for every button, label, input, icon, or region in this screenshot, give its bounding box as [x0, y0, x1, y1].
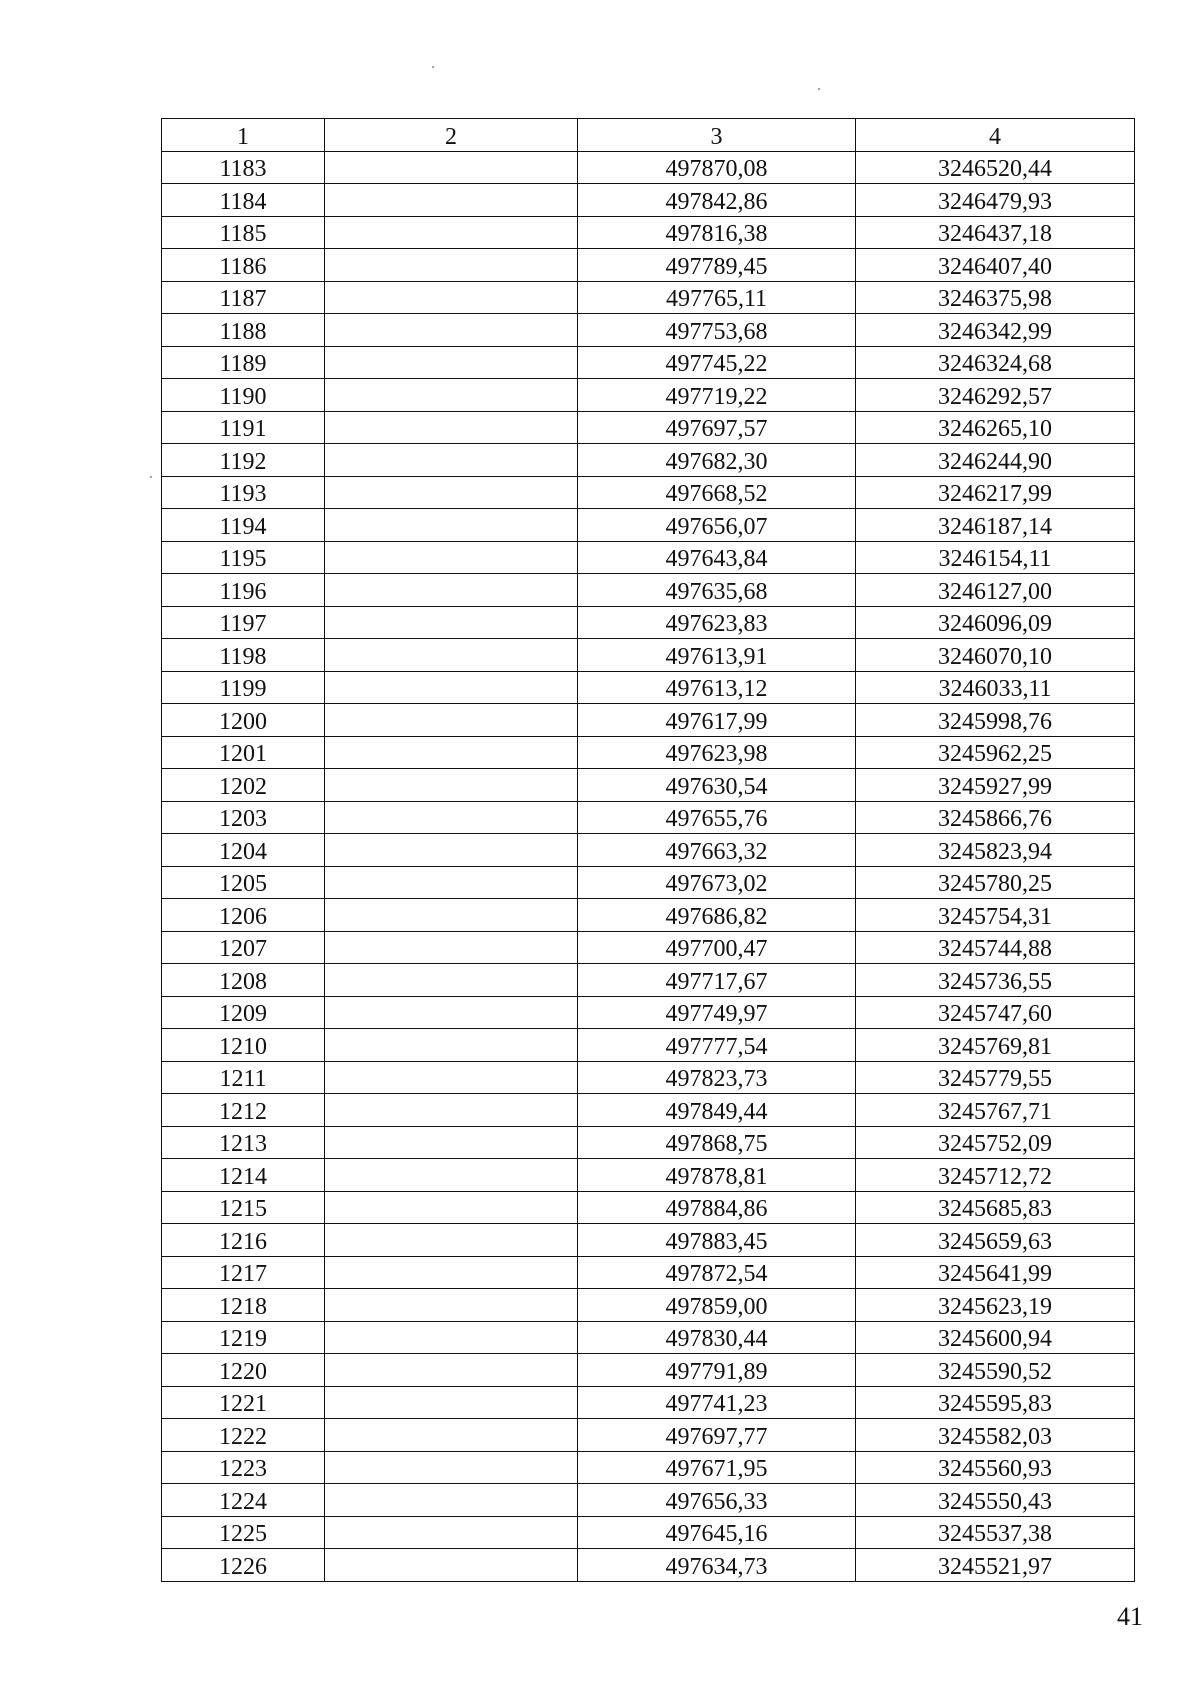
x-coordinate-cell: 497671,95 [578, 1451, 856, 1484]
table-row [162, 411, 1135, 444]
y-coordinate-cell: 3245747,60 [856, 996, 1135, 1029]
point-number-cell: 1205 [162, 866, 325, 899]
y-coordinate-cell: 3246324,68 [856, 346, 1135, 379]
x-coordinate-cell: 497765,11 [578, 281, 856, 314]
y-coordinate-cell: 3246033,11 [856, 671, 1135, 704]
point-number-cell: 1209 [162, 996, 325, 1029]
point-number-cell: 1191 [162, 411, 325, 444]
y-coordinate-cell: 3245769,81 [856, 1029, 1135, 1062]
point-number-cell: 1202 [162, 769, 325, 802]
empty-cell [325, 314, 578, 347]
x-coordinate-cell: 497878,81 [578, 1159, 856, 1192]
x-coordinate-cell: 497823,73 [578, 1061, 856, 1094]
table-row [162, 1094, 1135, 1127]
empty-cell [325, 346, 578, 379]
empty-cell [325, 151, 578, 184]
y-coordinate-cell: 3245998,76 [856, 704, 1135, 737]
y-coordinate-cell: 3245550,43 [856, 1484, 1135, 1517]
table-row [162, 379, 1135, 412]
table-row [162, 541, 1135, 574]
empty-cell [325, 1419, 578, 1452]
x-coordinate-cell: 497656,33 [578, 1484, 856, 1517]
y-coordinate-cell: 3245521,97 [856, 1549, 1135, 1582]
empty-cell [325, 1289, 578, 1322]
empty-cell [325, 996, 578, 1029]
y-coordinate-cell: 3245595,83 [856, 1386, 1135, 1419]
table-row [162, 899, 1135, 932]
y-coordinate-cell: 3246342,99 [856, 314, 1135, 347]
point-number-cell: 1224 [162, 1484, 325, 1517]
x-coordinate-cell: 497816,38 [578, 216, 856, 249]
scan-speck [150, 476, 152, 478]
point-number-cell: 1192 [162, 444, 325, 477]
x-coordinate-cell: 497634,73 [578, 1549, 856, 1582]
header-cell-2: 2 [325, 119, 578, 152]
y-coordinate-cell: 3245537,38 [856, 1516, 1135, 1549]
point-number-cell: 1214 [162, 1159, 325, 1192]
y-coordinate-cell: 3245754,31 [856, 899, 1135, 932]
y-coordinate-cell: 3246407,40 [856, 249, 1135, 282]
empty-cell [325, 736, 578, 769]
point-number-cell: 1193 [162, 476, 325, 509]
table-row [162, 1354, 1135, 1387]
y-coordinate-cell: 3246244,90 [856, 444, 1135, 477]
empty-cell [325, 541, 578, 574]
table-row [162, 346, 1135, 379]
y-coordinate-cell: 3245582,03 [856, 1419, 1135, 1452]
x-coordinate-cell: 497749,97 [578, 996, 856, 1029]
empty-cell [325, 1484, 578, 1517]
point-number-cell: 1199 [162, 671, 325, 704]
x-coordinate-cell: 497635,68 [578, 574, 856, 607]
point-number-cell: 1183 [162, 151, 325, 184]
table-row [162, 1516, 1135, 1549]
empty-cell [325, 1094, 578, 1127]
point-number-cell: 1218 [162, 1289, 325, 1322]
x-coordinate-cell: 497872,54 [578, 1256, 856, 1289]
empty-cell [325, 1451, 578, 1484]
table-row [162, 1289, 1135, 1322]
empty-cell [325, 704, 578, 737]
table-row [162, 476, 1135, 509]
x-coordinate-cell: 497791,89 [578, 1354, 856, 1387]
empty-cell [325, 964, 578, 997]
empty-cell [325, 411, 578, 444]
y-coordinate-cell: 3246292,57 [856, 379, 1135, 412]
empty-cell [325, 1256, 578, 1289]
x-coordinate-cell: 497745,22 [578, 346, 856, 379]
empty-cell [325, 476, 578, 509]
point-number-cell: 1194 [162, 509, 325, 542]
x-coordinate-cell: 497630,54 [578, 769, 856, 802]
x-coordinate-cell: 497870,08 [578, 151, 856, 184]
x-coordinate-cell: 497753,68 [578, 314, 856, 347]
table-row [162, 931, 1135, 964]
table-row [162, 1126, 1135, 1159]
point-number-cell: 1210 [162, 1029, 325, 1062]
x-coordinate-cell: 497868,75 [578, 1126, 856, 1159]
y-coordinate-cell: 3245560,93 [856, 1451, 1135, 1484]
table-row [162, 509, 1135, 542]
table-row [162, 444, 1135, 477]
table-row [162, 184, 1135, 217]
empty-cell [325, 671, 578, 704]
point-number-cell: 1187 [162, 281, 325, 314]
empty-cell [325, 1321, 578, 1354]
point-number-cell: 1189 [162, 346, 325, 379]
y-coordinate-cell: 3246127,00 [856, 574, 1135, 607]
x-coordinate-cell: 497849,44 [578, 1094, 856, 1127]
x-coordinate-cell: 497645,16 [578, 1516, 856, 1549]
point-number-cell: 1211 [162, 1061, 325, 1094]
empty-cell [325, 216, 578, 249]
empty-cell [325, 379, 578, 412]
y-coordinate-cell: 3246187,14 [856, 509, 1135, 542]
point-number-cell: 1200 [162, 704, 325, 737]
x-coordinate-cell: 497717,67 [578, 964, 856, 997]
x-coordinate-cell: 497623,98 [578, 736, 856, 769]
table-row [162, 834, 1135, 867]
header-cell-3: 3 [578, 119, 856, 152]
coordinates-table [161, 118, 1135, 1582]
point-number-cell: 1223 [162, 1451, 325, 1484]
table-row [162, 1386, 1135, 1419]
x-coordinate-cell: 497700,47 [578, 931, 856, 964]
empty-cell [325, 1126, 578, 1159]
point-number-cell: 1213 [162, 1126, 325, 1159]
table-row [162, 151, 1135, 184]
x-coordinate-cell: 497830,44 [578, 1321, 856, 1354]
y-coordinate-cell: 3246070,10 [856, 639, 1135, 672]
point-number-cell: 1220 [162, 1354, 325, 1387]
y-coordinate-cell: 3245752,09 [856, 1126, 1135, 1159]
point-number-cell: 1197 [162, 606, 325, 639]
y-coordinate-cell: 3246217,99 [856, 476, 1135, 509]
x-coordinate-cell: 497842,86 [578, 184, 856, 217]
empty-cell [325, 249, 578, 282]
x-coordinate-cell: 497663,32 [578, 834, 856, 867]
y-coordinate-cell: 3245823,94 [856, 834, 1135, 867]
x-coordinate-cell: 497623,83 [578, 606, 856, 639]
empty-cell [325, 639, 578, 672]
x-coordinate-cell: 497655,76 [578, 801, 856, 834]
empty-cell [325, 899, 578, 932]
y-coordinate-cell: 3246520,44 [856, 151, 1135, 184]
table-body [162, 151, 1135, 1581]
table-row [162, 866, 1135, 899]
page-number: 41 [1117, 1602, 1143, 1631]
scan-speck [818, 88, 820, 90]
table-row [162, 281, 1135, 314]
empty-cell [325, 769, 578, 802]
table-row [162, 1321, 1135, 1354]
y-coordinate-cell: 3245962,25 [856, 736, 1135, 769]
empty-cell [325, 1061, 578, 1094]
point-number-cell: 1215 [162, 1191, 325, 1224]
x-coordinate-cell: 497682,30 [578, 444, 856, 477]
y-coordinate-cell: 3245866,76 [856, 801, 1135, 834]
y-coordinate-cell: 3245685,83 [856, 1191, 1135, 1224]
x-coordinate-cell: 497884,86 [578, 1191, 856, 1224]
y-coordinate-cell: 3246437,18 [856, 216, 1135, 249]
empty-cell [325, 1224, 578, 1257]
table-row [162, 1419, 1135, 1452]
empty-cell [325, 606, 578, 639]
empty-cell [325, 444, 578, 477]
y-coordinate-cell: 3245779,55 [856, 1061, 1135, 1094]
point-number-cell: 1222 [162, 1419, 325, 1452]
y-coordinate-cell: 3245744,88 [856, 931, 1135, 964]
empty-cell [325, 866, 578, 899]
x-coordinate-cell: 497613,91 [578, 639, 856, 672]
x-coordinate-cell: 497789,45 [578, 249, 856, 282]
table-header-row [162, 119, 1135, 152]
x-coordinate-cell: 497668,52 [578, 476, 856, 509]
y-coordinate-cell: 3245659,63 [856, 1224, 1135, 1257]
empty-cell [325, 931, 578, 964]
point-number-cell: 1206 [162, 899, 325, 932]
table-row [162, 1484, 1135, 1517]
x-coordinate-cell: 497686,82 [578, 899, 856, 932]
y-coordinate-cell: 3245641,99 [856, 1256, 1135, 1289]
empty-cell [325, 801, 578, 834]
point-number-cell: 1201 [162, 736, 325, 769]
x-coordinate-cell: 497697,57 [578, 411, 856, 444]
x-coordinate-cell: 497777,54 [578, 1029, 856, 1062]
y-coordinate-cell: 3245600,94 [856, 1321, 1135, 1354]
table-row [162, 1191, 1135, 1224]
table-row [162, 769, 1135, 802]
table-row [162, 1549, 1135, 1582]
empty-cell [325, 834, 578, 867]
empty-cell [325, 1386, 578, 1419]
y-coordinate-cell: 3245767,71 [856, 1094, 1135, 1127]
x-coordinate-cell: 497719,22 [578, 379, 856, 412]
point-number-cell: 1208 [162, 964, 325, 997]
empty-cell [325, 509, 578, 542]
x-coordinate-cell: 497741,23 [578, 1386, 856, 1419]
table-row [162, 1061, 1135, 1094]
y-coordinate-cell: 3245590,52 [856, 1354, 1135, 1387]
point-number-cell: 1207 [162, 931, 325, 964]
point-number-cell: 1196 [162, 574, 325, 607]
header-cell-4: 4 [856, 119, 1135, 152]
x-coordinate-cell: 497613,12 [578, 671, 856, 704]
scan-speck [432, 66, 434, 68]
y-coordinate-cell: 3245927,99 [856, 769, 1135, 802]
point-number-cell: 1217 [162, 1256, 325, 1289]
empty-cell [325, 1516, 578, 1549]
table-row [162, 216, 1135, 249]
x-coordinate-cell: 497617,99 [578, 704, 856, 737]
point-number-cell: 1219 [162, 1321, 325, 1354]
point-number-cell: 1204 [162, 834, 325, 867]
table-row [162, 639, 1135, 672]
table-row [162, 1256, 1135, 1289]
x-coordinate-cell: 497859,00 [578, 1289, 856, 1322]
x-coordinate-cell: 497673,02 [578, 866, 856, 899]
table-row [162, 249, 1135, 282]
empty-cell [325, 281, 578, 314]
empty-cell [325, 574, 578, 607]
y-coordinate-cell: 3246375,98 [856, 281, 1135, 314]
point-number-cell: 1188 [162, 314, 325, 347]
header-cell-1: 1 [162, 119, 325, 152]
point-number-cell: 1203 [162, 801, 325, 834]
empty-cell [325, 1029, 578, 1062]
empty-cell [325, 1191, 578, 1224]
empty-cell [325, 1354, 578, 1387]
y-coordinate-cell: 3246265,10 [856, 411, 1135, 444]
table-row [162, 574, 1135, 607]
y-coordinate-cell: 3245712,72 [856, 1159, 1135, 1192]
table-row [162, 964, 1135, 997]
point-number-cell: 1184 [162, 184, 325, 217]
table-row [162, 1224, 1135, 1257]
table-row [162, 1451, 1135, 1484]
empty-cell [325, 184, 578, 217]
y-coordinate-cell: 3246479,93 [856, 184, 1135, 217]
x-coordinate-cell: 497883,45 [578, 1224, 856, 1257]
table-row [162, 314, 1135, 347]
y-coordinate-cell: 3246096,09 [856, 606, 1135, 639]
point-number-cell: 1216 [162, 1224, 325, 1257]
y-coordinate-cell: 3245780,25 [856, 866, 1135, 899]
point-number-cell: 1198 [162, 639, 325, 672]
x-coordinate-cell: 497656,07 [578, 509, 856, 542]
table-row [162, 606, 1135, 639]
point-number-cell: 1212 [162, 1094, 325, 1127]
y-coordinate-cell: 3246154,11 [856, 541, 1135, 574]
table-row [162, 801, 1135, 834]
point-number-cell: 1225 [162, 1516, 325, 1549]
table-row [162, 996, 1135, 1029]
point-number-cell: 1221 [162, 1386, 325, 1419]
table-row [162, 1159, 1135, 1192]
table-row [162, 671, 1135, 704]
point-number-cell: 1190 [162, 379, 325, 412]
x-coordinate-cell: 497643,84 [578, 541, 856, 574]
y-coordinate-cell: 3245623,19 [856, 1289, 1135, 1322]
table-row [162, 736, 1135, 769]
x-coordinate-cell: 497697,77 [578, 1419, 856, 1452]
empty-cell [325, 1549, 578, 1582]
table-row [162, 1029, 1135, 1062]
point-number-cell: 1185 [162, 216, 325, 249]
y-coordinate-cell: 3245736,55 [856, 964, 1135, 997]
empty-cell [325, 1159, 578, 1192]
point-number-cell: 1226 [162, 1549, 325, 1582]
table-row [162, 704, 1135, 737]
point-number-cell: 1195 [162, 541, 325, 574]
point-number-cell: 1186 [162, 249, 325, 282]
